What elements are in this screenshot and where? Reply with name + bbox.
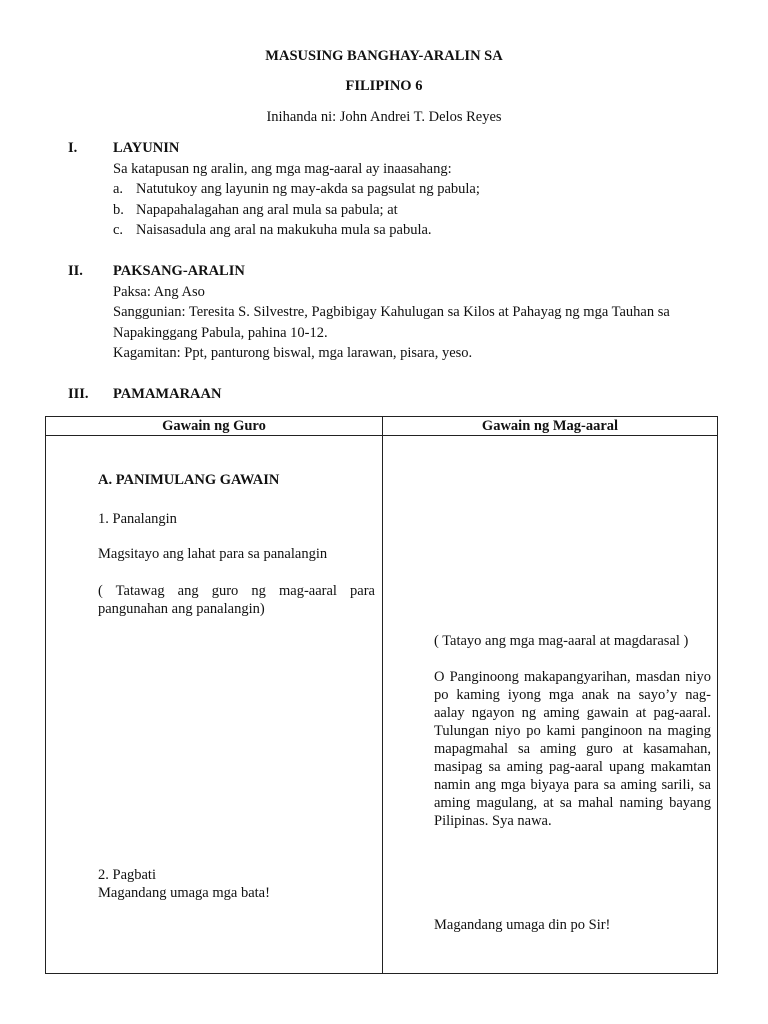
guro-panalangin-note: ( Tatawag ang guro ng mag-aaral para pangunahan ang panalangin) (98, 583, 375, 617)
column-header-mag-aaral: Gawain ng Mag-aaral (481, 418, 619, 434)
section-title-paksang-aralin: PAKSANG-ARALIN (113, 263, 245, 279)
paksa-line: Paksa: Ang Aso (113, 284, 205, 300)
mag-aaral-stand-note: ( Tatayo ang mga mag-aaral at magdarasal ) (434, 633, 689, 649)
section-number-paksang-aralin: II. (68, 263, 83, 279)
layunin-item-text: Naisasadula ang aral na makukuha mula sa pabula. (136, 222, 432, 238)
document-title: MASUSING BANGHAY-ARALIN SA (265, 48, 503, 64)
guro-item-panalangin: 1. Panalangin (98, 511, 177, 527)
sanggunian-line-continued: Napakinggang Pabula, pahina 10-12. (113, 325, 328, 341)
kagamitan-line: Kagamitan: Ppt, panturong biswal, mga larawan, pisara, yeso. (113, 345, 473, 361)
layunin-item-text: Napapahalagahan ang aral mula sa pabula; at (136, 202, 398, 218)
section-title-layunin: LAYUNIN (113, 140, 180, 156)
layunin-intro: Sa katapusan ng aralin, ang mga mag-aaral ay inaasahang: (113, 161, 452, 177)
section-number-layunin: I. (68, 140, 78, 156)
guro-panalangin-instruction: Magsitayo ang lahat para sa panalangin (98, 546, 328, 562)
pamamaraan-table (45, 416, 718, 974)
header-divider (46, 435, 717, 436)
column-divider (382, 417, 383, 973)
sanggunian-line: Sanggunian: Teresita S. Silvestre, Pagbibigay Kahulugan sa Kilos at Pahayag ng mga Tauhan sa (113, 304, 670, 320)
guro-pagbati-greeting: Magandang umaga mga bata! (98, 885, 270, 901)
layunin-item-text: Natutukoy ang layunin ng may-akda sa pagsulat ng pabula; (136, 181, 480, 197)
layunin-item-letter: a. (113, 181, 124, 197)
document-subject: FILIPINO 6 (345, 78, 423, 94)
section-number-pamamaraan: III. (68, 386, 89, 402)
document-author: Inihanda ni: John Andrei T. Delos Reyes (266, 109, 502, 125)
section-title-pamamaraan: PAMAMARAAN (113, 386, 222, 402)
layunin-item-letter: b. (113, 202, 124, 218)
mag-aaral-greeting-reply: Magandang umaga din po Sir! (434, 917, 611, 933)
layunin-item-letter: c. (113, 222, 124, 238)
guro-item-pagbati: 2. Pagbati (98, 867, 156, 883)
column-header-guro: Gawain ng Guro (162, 418, 266, 434)
guro-section-a: A. PANIMULANG GAWAIN (98, 472, 280, 488)
mag-aaral-prayer: O Panginoong makapangyarihan, masdan niyo po kaming iyong mga anak na sayo’y nag-aalay ngayon ng aming gawain at pag-aaral. Tulungan niyo po kami panginoon na maging mapagmahal sa aming guro at kasamahan, masipag sa aming pag-aaral upang makamtan namin ang mga biyaya para sa aming sarili, sa aming magulang, at sa mahal naming bayang Pilipinas. Sya nawa. (434, 669, 711, 829)
